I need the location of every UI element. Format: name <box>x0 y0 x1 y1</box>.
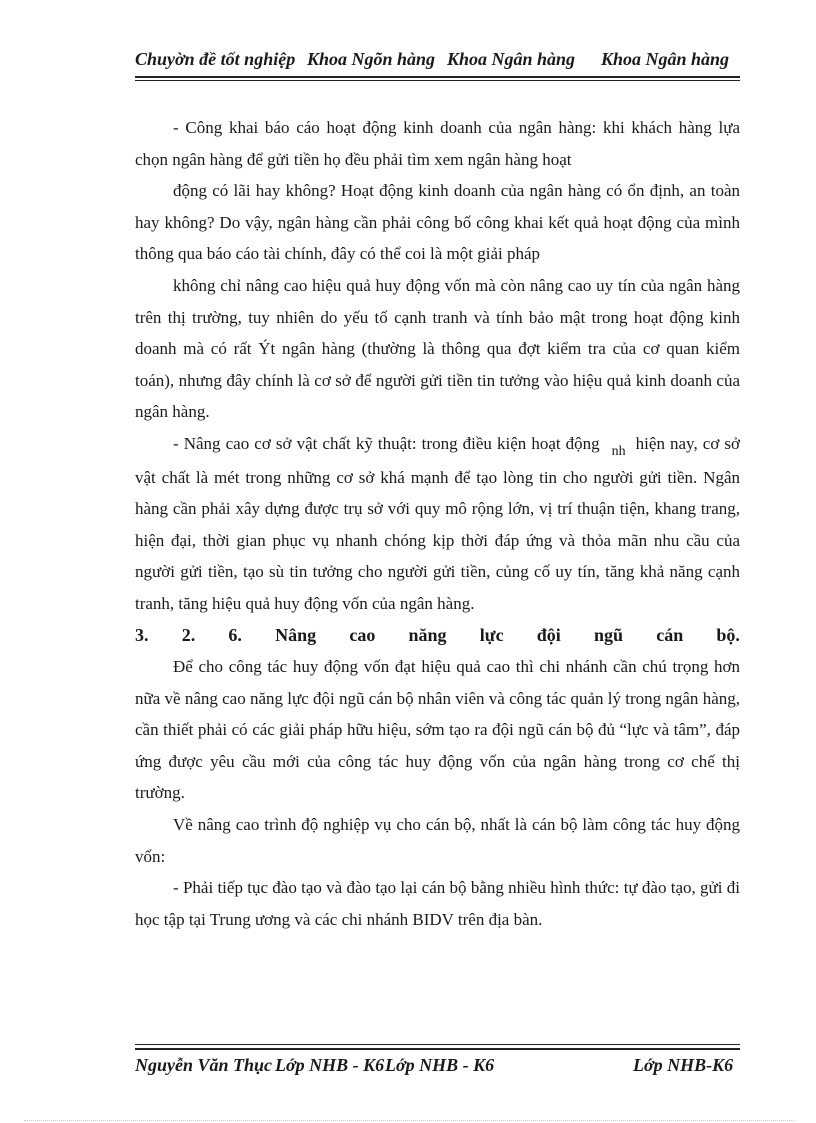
paragraph: - Phải tiếp tục đào tạo và đào tạo lại cán bộ bằng nhiều hình thức: tự đào tạo, gửi đi học tập tại Trung ương và các chi nhánh BIDV trên địa bàn. <box>135 878 740 929</box>
section-heading <box>135 620 740 652</box>
header-faculty-3: Khoa Ngân hàng <box>601 49 730 69</box>
subscript-text: nh <box>611 443 626 459</box>
paragraph-text: không chỉ nâng cao hiệu quả huy động vốn mà còn nâng cao uy tín của ngân hàng trên thị trường, tuy nhiên do yếu tố cạnh tranh và tính bảo mật trong hoạt động kinh doanh mà có rất Ýt ngân hàng (thường là thông qua đợt kiểm tra của cơ quan kiểm toán), nhưng đây chính là cơ sở để người gửi tiền tin tưởng vào hiệu quả kinh doanh của ngân hàng. <box>135 275 740 422</box>
page-header <box>135 49 740 73</box>
heading-word: lực <box>479 624 504 645</box>
page-footer <box>135 1055 740 1079</box>
heading-word: ngũ <box>593 624 624 645</box>
paragraph: Về nâng cao trình độ nghiệp vụ cho cán bộ, nhất là cán bộ làm công tác huy động vốn: <box>135 815 740 866</box>
heading-word: 2. <box>181 624 196 645</box>
footer-rule <box>135 1048 740 1050</box>
paragraph: - Công khai báo cáo hoạt động kinh doanh của ngân hàng: khi khách hàng lựa chọn ngân hàng để gửi tiền họ đều phải tìm xem ngân hàng hoạt <box>135 118 740 169</box>
footer-author: Nguyễn Văn Thục <box>135 1055 273 1075</box>
heading-word: 3. <box>135 624 149 645</box>
page-bottom-border <box>24 1120 794 1121</box>
heading-word: năng <box>408 624 447 645</box>
heading-word: 6. <box>228 624 242 645</box>
heading-word: cán <box>656 624 684 645</box>
paragraph-text: hiện nay, cơ sở vật chất là mét trong những cơ sở khá mạnh để tạo lòng tin cho người gửi tiền. Ngân hàng cần phải xây dựng được trụ sở với quy mô rộng lớn, vị trí thuận tiện, khang trang, hiện đại, thời gian phục vụ nhanh chóng kịp thời đáp ứng và thỏa mãn nhu cầu của người gửi tiền, tạo sù tin tưởng cho người gửi tiền, củng cố uy tín, tăng khả năng cạnh tranh, tăng hiệu quả huy động vốn của ngân hàng. <box>135 433 740 613</box>
footer-class-2: Lớp NHB - K6 <box>385 1055 495 1075</box>
document-body <box>135 112 740 935</box>
paragraph: động có lãi hay không? Hoạt động kinh doanh của ngân hàng có ổn định, an toàn hay không? Do vậy, ngân hàng cần phải công bố công khai kết quả hoạt động của mình thông qua báo cáo tài chính, đây có thể coi là một giải pháp <box>135 181 740 264</box>
heading-word: cao <box>349 624 376 645</box>
paragraph: Để cho công tác huy động vốn đạt hiệu quả cao thì chi nhánh cần chú trọng hơn nữa về nâng cao năng lực đội ngũ cán bộ nhân viên và công tác quản lý trong ngân hàng, cần thiết phải có các giải pháp hữu hiệu, sớm tạo ra đội ngũ cán bộ đủ “lực và tâm”, đáp ứng được yêu cầu mới của công tác huy động vốn của ngân hàng trong cơ chế thị trường. <box>135 657 740 803</box>
header-rule-thin <box>135 80 740 81</box>
paragraph-text: - Nâng cao cơ sở vật chất kỹ thuật: trong điều kiện hoạt động <box>173 433 600 453</box>
heading-word: Nâng <box>275 624 317 645</box>
footer-class-3: Lớp NHB-K6 <box>633 1055 734 1075</box>
footer-class-1: Lớp NHB - K6 <box>275 1055 385 1075</box>
footer-rule-thin <box>135 1044 740 1045</box>
paragraph <box>135 270 740 428</box>
heading-word: đội <box>536 624 561 645</box>
header-faculty-1: Khoa Ngõn hàng <box>307 49 436 69</box>
header-thesis-title: Chuyờn đề tốt nghiệp <box>135 49 296 69</box>
header-rule <box>135 76 740 78</box>
heading-word: bộ. <box>716 624 740 645</box>
header-faculty-2: Khoa Ngân hàng <box>447 49 576 69</box>
paragraph <box>135 428 740 620</box>
